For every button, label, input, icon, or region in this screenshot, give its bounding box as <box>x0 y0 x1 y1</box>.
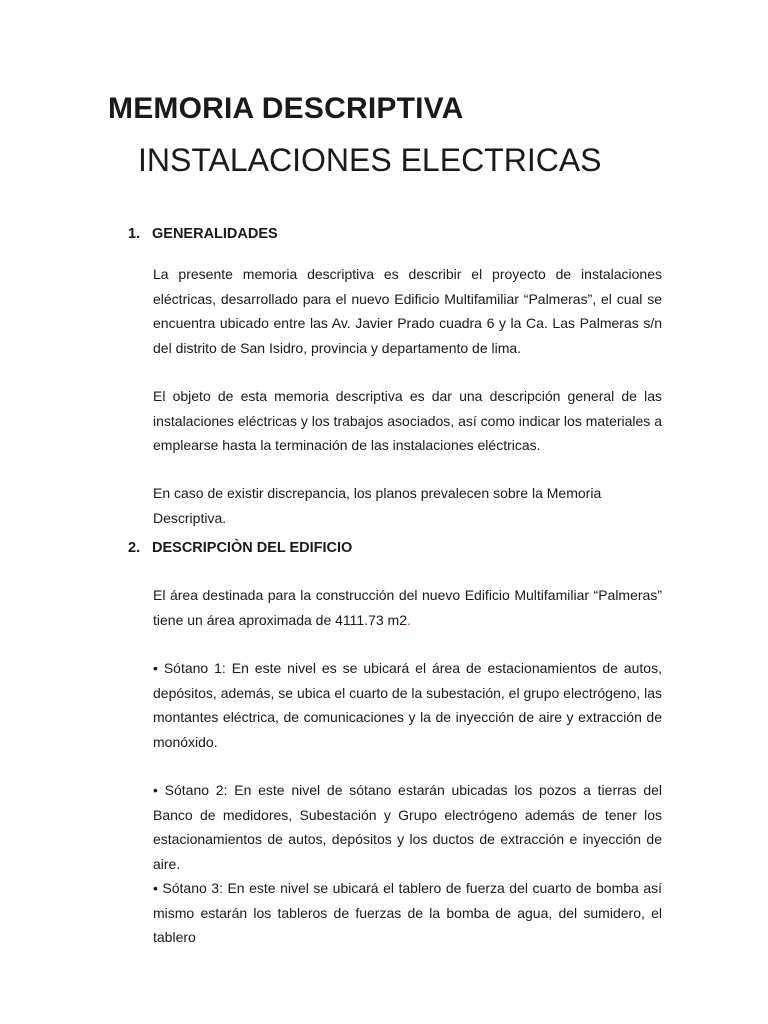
section-number: 1. <box>128 226 141 242</box>
paragraph-objective: El objeto de esta memoria descriptiva es dar una descripción general de las instalaciones eléctricas y los trabajos asociados, así como indicar los materiales a emplearse hasta la terminación de las instalaciones eléctricas. <box>153 388 662 453</box>
paragraph-area <box>153 583 662 632</box>
paragraph-sotano-2: • Sótano 2: En este nivel de sótano estarán ubicadas los pozos a tierras del Banco de medidores, Subestación y Grupo electrógeno además de tener los estacionamientos de autos, depósitos y los ductos de extracción e inyección de aire. <box>153 782 662 872</box>
paragraph-sotano-3: • Sótano 3: En este nivel se ubicará el tablero de fuerza del cuarto de bomba así mismo estarán los tableros de fuerzas de la bomba de agua, del sumidero, el tablero <box>153 880 662 945</box>
paragraph-intro: La presente memoria descriptiva es describir el proyecto de instalaciones eléctricas, desarrollado para el nuevo Edificio Multifamiliar “Palmeras”, el cual se encuentra ubicado entre las Av. Javier Prado cuadra 6 y la Ca. Las Palmeras s/n del distrito de San Isidro, provincia y departamento de lima. <box>153 266 662 356</box>
section-heading-generalidades <box>128 226 278 242</box>
section-heading-descripcion <box>128 540 352 556</box>
area-punctuation: . <box>407 611 411 628</box>
document-subtitle: INSTALACIONES ELECTRICAS <box>138 142 602 178</box>
paragraph-discrepancy: En caso de existir discrepancia, los planos prevalecen sobre la Memoria Descriptiva. <box>153 485 602 526</box>
section-title: GENERALIDADES <box>152 226 278 242</box>
area-text: El área destinada para la construcción del nuevo Edificio Multifamiliar “Palmeras” tiene un área aproximada de 4111.73 m2 <box>153 587 662 628</box>
document-title: MEMORIA DESCRIPTIVA <box>108 92 464 125</box>
section-number: 2. <box>128 540 141 556</box>
section-title: DESCRIPCIÒN DEL EDIFICIO <box>152 540 353 556</box>
paragraph-sotano-1: • Sótano 1: En este nivel es se ubicará el área de estacionamientos de autos, depósitos, además, se ubica el cuarto de la subestación, el grupo electrógeno, las montantes eléctrica, de comunicaciones y la de inyección de aire y extracción de monóxido. <box>153 660 662 750</box>
